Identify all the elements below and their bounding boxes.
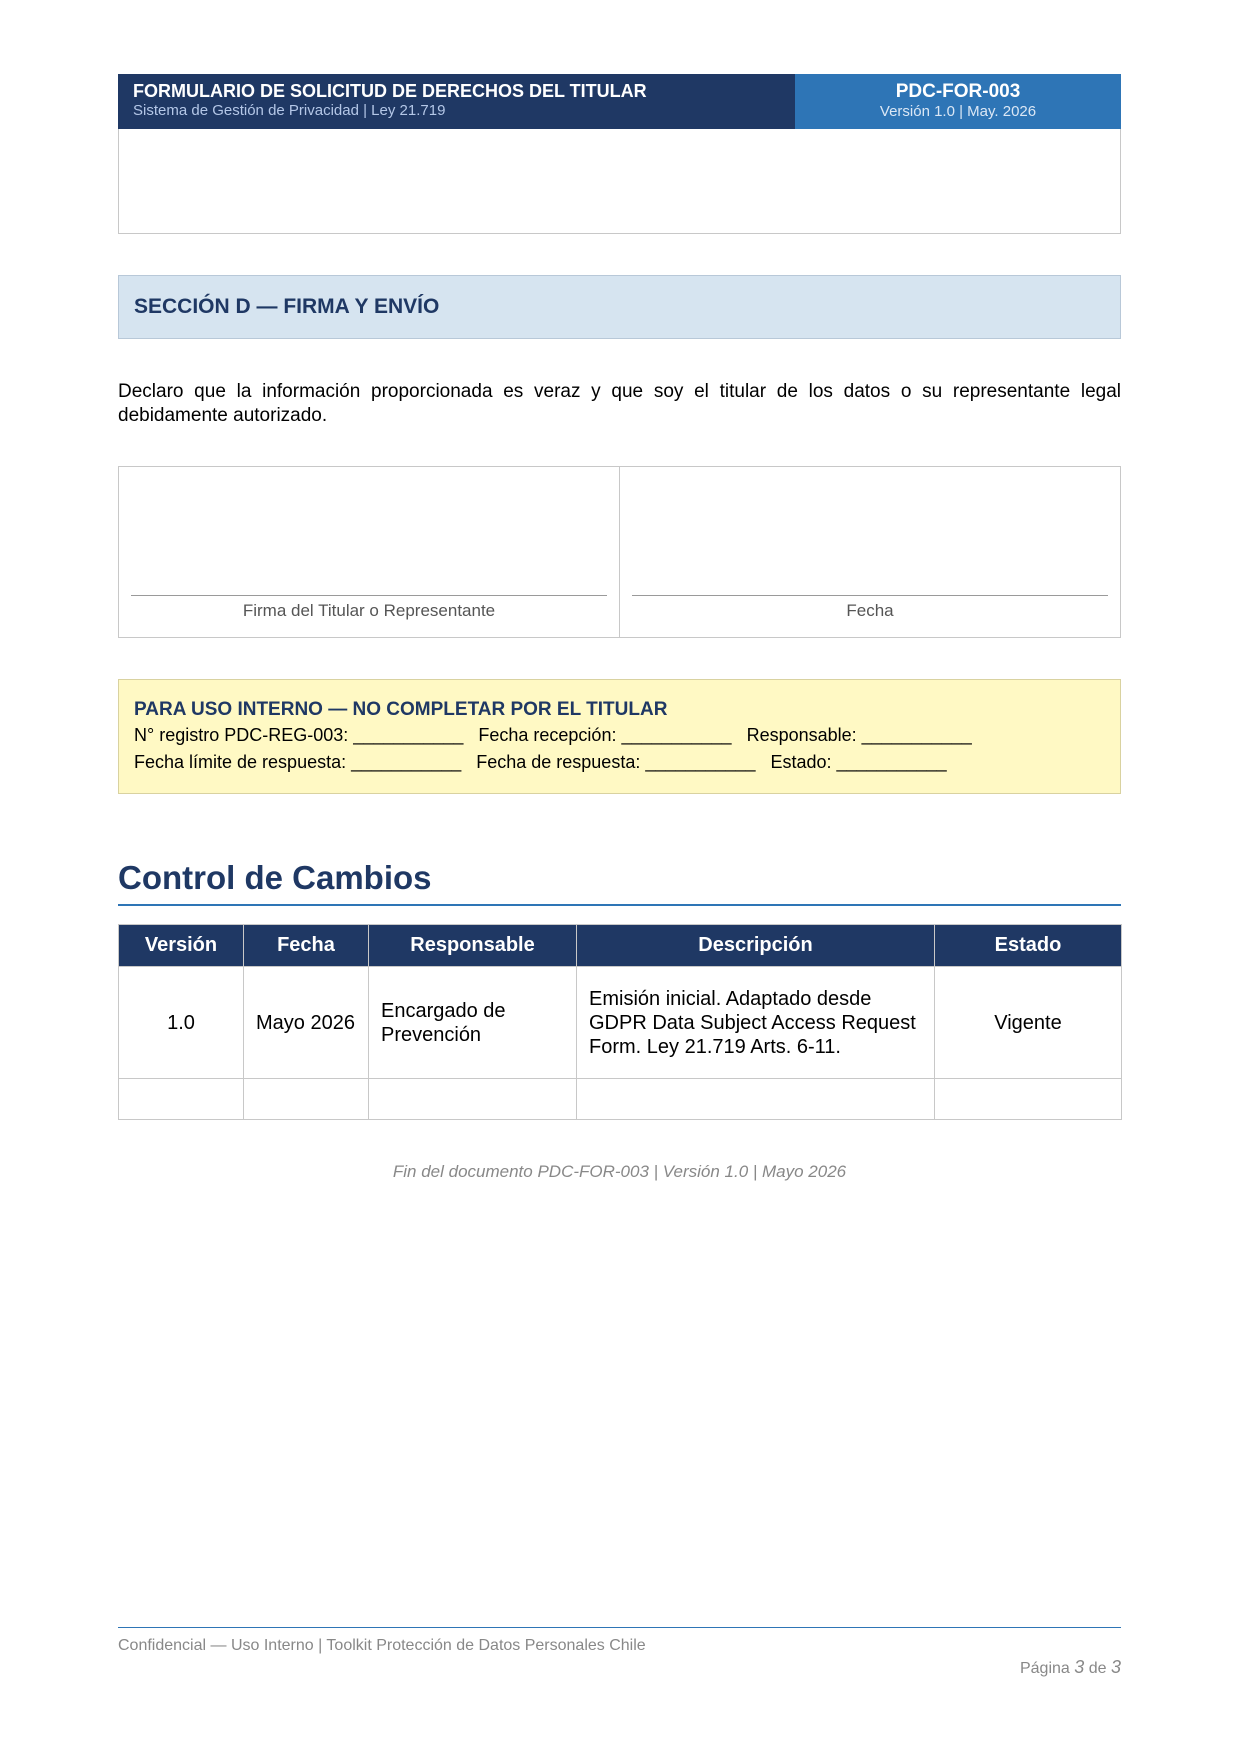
document-header bbox=[118, 74, 1121, 129]
column-header-date: Fecha bbox=[244, 925, 369, 967]
signature-cell[interactable] bbox=[119, 467, 619, 637]
footer-confidential-text: Confidencial — Uso Interno | Toolkit Protección de Datos Personales Chile bbox=[118, 1637, 646, 1654]
internal-use-line-2: Fecha límite de respuesta: ___________ Fecha de respuesta: ___________ Estado: ___________ bbox=[134, 752, 947, 772]
page-number bbox=[118, 1657, 1121, 1678]
change-control-rule bbox=[118, 904, 1121, 906]
empty-cell[interactable] bbox=[577, 1079, 935, 1120]
header-subtitle: Sistema de Gestión de Privacidad | Ley 21.719 bbox=[133, 102, 446, 119]
change-control-table bbox=[118, 924, 1122, 1120]
date-label: Fecha bbox=[846, 601, 894, 620]
signature-line bbox=[131, 595, 607, 596]
previous-section-continuation-box bbox=[118, 129, 1121, 234]
date-cell[interactable] bbox=[619, 467, 1120, 637]
column-header-description: Descripción bbox=[577, 925, 935, 967]
header-code-block bbox=[795, 74, 1121, 129]
signature-table bbox=[118, 466, 1121, 638]
header-title: FORMULARIO DE SOLICITUD DE DERECHOS DEL TITULAR bbox=[133, 81, 647, 101]
column-header-status: Estado bbox=[935, 925, 1122, 967]
date-line bbox=[632, 595, 1108, 596]
page-footer bbox=[118, 1627, 1121, 1678]
column-header-version: Versión bbox=[119, 925, 244, 967]
page-current: 3 bbox=[1074, 1657, 1085, 1677]
header-title-block bbox=[118, 74, 795, 129]
end-of-document-note: Fin del documento PDC-FOR-003 | Versión 1.0 | Mayo 2026 bbox=[392, 1162, 847, 1181]
declaration-text: Declaro que la información proporcionada es veraz y que soy el titular de los datos o su representante legal debidamente autorizado. bbox=[118, 381, 1121, 426]
page-prefix: Página bbox=[1019, 1660, 1070, 1677]
cell-responsible: Encargado de Prevención bbox=[369, 967, 577, 1079]
section-d-heading: SECCIÓN D — FIRMA Y ENVÍO bbox=[118, 275, 1121, 339]
document-code: PDC-FOR-003 bbox=[895, 81, 1021, 102]
page-total: 3 bbox=[1110, 1657, 1121, 1677]
cell-date: Mayo 2026 bbox=[244, 967, 369, 1079]
empty-cell[interactable] bbox=[369, 1079, 577, 1120]
empty-cell[interactable] bbox=[119, 1079, 244, 1120]
document-page bbox=[118, 74, 1121, 1182]
internal-use-title: PARA USO INTERNO — NO COMPLETAR POR EL TITULAR bbox=[134, 699, 668, 720]
internal-use-line-1: N° registro PDC-REG-003: ___________ Fecha recepción: ___________ Responsable: ___________ bbox=[134, 725, 972, 745]
empty-cell[interactable] bbox=[244, 1079, 369, 1120]
column-header-responsible: Responsable bbox=[369, 925, 577, 967]
cell-status: Vigente bbox=[935, 967, 1122, 1079]
page-separator: de bbox=[1088, 1660, 1107, 1677]
footer-rule bbox=[118, 1627, 1121, 1628]
internal-use-box bbox=[118, 679, 1121, 794]
signature-label: Firma del Titular o Representante bbox=[242, 601, 496, 620]
table-row bbox=[119, 967, 1122, 1079]
table-header-row bbox=[119, 925, 1122, 967]
empty-cell[interactable] bbox=[935, 1079, 1122, 1120]
cell-version: 1.0 bbox=[119, 967, 244, 1079]
document-version: Versión 1.0 | May. 2026 bbox=[879, 103, 1037, 120]
cell-description: Emisión inicial. Adaptado desde GDPR Data Subject Access Request Form. Ley 21.719 Arts. 6-11. bbox=[577, 967, 935, 1079]
change-control-title: Control de Cambios bbox=[118, 859, 432, 896]
table-row-empty bbox=[119, 1079, 1122, 1120]
